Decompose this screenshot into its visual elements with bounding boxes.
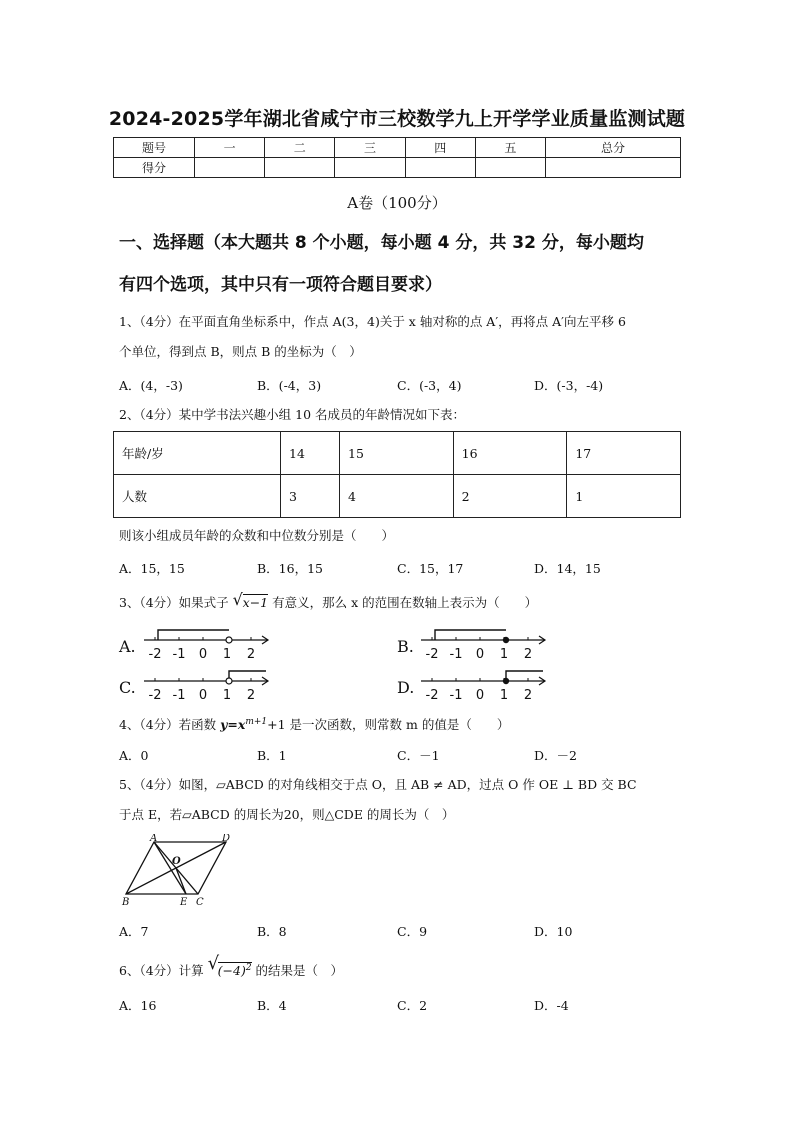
q6-prefix: 6、（4分）计算 — [119, 963, 204, 979]
q4-func: y=x — [220, 717, 246, 733]
age-cell: 年龄/岁 — [114, 432, 281, 475]
tick-label: -2 — [148, 688, 162, 703]
tick-label: -1 — [172, 688, 186, 703]
tick-label: 2 — [246, 688, 256, 703]
tick-label: 1 — [222, 688, 232, 703]
question-3 — [119, 588, 689, 618]
tick-label: 0 — [198, 688, 208, 703]
q5-option-a[interactable]: A．7 — [119, 924, 149, 939]
age-table-row — [114, 432, 681, 475]
q5-line2: 于点 E，若▱ABCD 的周长为20，则△CDE 的周长为（ ） — [119, 807, 455, 822]
question-4 — [119, 707, 689, 740]
q4-option-c[interactable]: C．－1 — [397, 748, 440, 763]
score-header-cell: 二 — [265, 138, 335, 158]
tick-label: 0 — [475, 688, 485, 703]
tick-label: -1 — [172, 647, 186, 662]
score-header-cell: 一 — [195, 138, 265, 158]
q4-suffix: +1 是一次函数，则常数 m 的值是（ ） — [267, 717, 510, 733]
q1-option-a[interactable]: A．(4，-3) — [119, 378, 183, 393]
score-header-cell: 五 — [475, 138, 545, 158]
score-cell[interactable] — [546, 158, 681, 178]
q5-option-b[interactable]: B．8 — [257, 924, 287, 939]
score-cell[interactable] — [335, 158, 405, 178]
q3-option-c-label[interactable]: C. — [119, 678, 136, 697]
score-cell[interactable] — [265, 158, 335, 178]
tick-label: 0 — [475, 647, 485, 662]
tick-label: -2 — [148, 647, 162, 662]
q2-option-b[interactable]: B．16，15 — [257, 561, 323, 576]
tick-label: 2 — [523, 647, 533, 662]
q4-option-a[interactable]: A．0 — [119, 748, 149, 763]
age-cell: 16 — [453, 432, 567, 475]
point-label-d: D — [222, 834, 231, 844]
score-row-label: 得分 — [114, 158, 195, 178]
q6-radicand: (−4) — [217, 963, 246, 979]
tick-label: 1 — [222, 647, 232, 662]
point-label-o: O — [172, 856, 181, 867]
point-label-b: B — [122, 897, 130, 908]
q1-line1: 1、（4分）在平面直角坐标系中，作点 A(3，4)关于 x 轴对称的点 A′，再将点 A′向左平移 6 — [119, 314, 626, 329]
tick-label: -1 — [449, 647, 463, 662]
tick-label: 0 — [198, 647, 208, 662]
q4-exponent: m+1 — [245, 717, 268, 727]
tick-label: -2 — [425, 647, 439, 662]
q4-option-d[interactable]: D．－2 — [534, 748, 577, 763]
tick-label: 1 — [499, 647, 509, 662]
q3-sqrt — [233, 588, 268, 618]
tick-label: 2 — [246, 647, 256, 662]
count-table-row — [114, 475, 681, 518]
q1-option-d[interactable]: D．(-3，-4) — [534, 378, 604, 393]
score-header-cell: 总分 — [546, 138, 681, 158]
q5-option-c[interactable]: C．9 — [397, 924, 428, 939]
score-table-row — [114, 158, 681, 178]
q2-after: 则该小组成员年龄的众数和中位数分别是（ ） — [119, 528, 395, 543]
sqrt-symbol-icon: √ — [207, 953, 220, 974]
q4-prefix: 4、（4分）若函数 — [119, 717, 221, 733]
parallelogram-figure — [118, 834, 248, 908]
tick-label: -2 — [425, 688, 439, 703]
q5-line1: 5、（4分）如图，▱ABCD 的对角线相交于点 O，且 AB ≠ AD，过点 O 作 OE ⊥ BD 交 BC — [119, 777, 637, 792]
count-cell: 1 — [567, 475, 681, 518]
q1-option-c[interactable]: C．(-3，4) — [397, 378, 462, 393]
q6-option-a[interactable]: A．16 — [119, 998, 157, 1013]
q6-exponent: 2 — [245, 963, 252, 973]
number-line-a[interactable] — [140, 626, 274, 662]
number-line-d[interactable] — [417, 667, 551, 703]
count-cell: 4 — [340, 475, 454, 518]
q4-option-b[interactable]: B．1 — [257, 748, 287, 763]
tick-label: -1 — [449, 688, 463, 703]
age-cell: 14 — [281, 432, 340, 475]
score-table — [113, 137, 681, 178]
q2-stem: 2、（4分）某中学书法兴趣小组 10 名成员的年龄情况如下表： — [119, 407, 466, 422]
q3-prefix: 3、（4分）如果式子 — [119, 595, 229, 610]
question-1 — [119, 307, 689, 367]
score-cell[interactable] — [475, 158, 545, 178]
score-header-cell: 三 — [335, 138, 405, 158]
q1-option-b[interactable]: B．(-4，3) — [257, 378, 322, 393]
q3-radicand: x−1 — [242, 595, 269, 610]
q3-option-a-label[interactable]: A. — [119, 637, 136, 656]
point-label-e: E — [180, 897, 188, 908]
score-header-cell: 题号 — [114, 138, 195, 158]
q3-option-d-label[interactable]: D. — [397, 678, 415, 697]
q2-option-c[interactable]: C．15，17 — [397, 561, 464, 576]
question-6 — [119, 953, 689, 986]
tick-label: 2 — [523, 688, 533, 703]
q6-sqrt — [208, 953, 252, 986]
q5-option-d[interactable]: D．10 — [534, 924, 573, 939]
age-table — [113, 431, 681, 518]
question-5 — [119, 770, 689, 830]
q6-option-d[interactable]: D．-4 — [534, 998, 569, 1013]
count-cell: 2 — [453, 475, 567, 518]
q1-line2: 个单位，得到点 B，则点 B 的坐标为（ ） — [119, 344, 362, 359]
section-a-title: A卷（100分） — [347, 194, 447, 212]
score-header-cell: 四 — [405, 138, 475, 158]
count-cell: 人数 — [114, 475, 281, 518]
q6-option-b[interactable]: B．4 — [257, 998, 287, 1013]
q2-option-d[interactable]: D．14，15 — [534, 561, 601, 576]
q2-option-a[interactable]: A．15，15 — [119, 561, 185, 576]
number-line-b[interactable] — [417, 626, 551, 662]
score-cell[interactable] — [195, 158, 265, 178]
point-label-c: C — [196, 897, 204, 908]
q3-option-b-label[interactable]: B. — [397, 637, 414, 656]
sqrt-symbol-icon: √ — [232, 590, 243, 609]
q6-suffix: 的结果是（ ） — [255, 963, 344, 979]
count-cell: 3 — [281, 475, 340, 518]
part1-heading-line2: 有四个选项，其中只有一项符合题目要求） — [119, 275, 442, 295]
point-label-a: A — [150, 834, 158, 844]
q6-option-c[interactable]: C．2 — [397, 998, 428, 1013]
score-table-header-row — [114, 138, 681, 158]
part1-heading — [119, 222, 694, 306]
part1-heading-line1: 一、选择题（本大题共 8 个小题，每小题 4 分，共 32 分，每小题均 — [119, 233, 644, 253]
age-cell: 15 — [340, 432, 454, 475]
number-line-c[interactable] — [140, 667, 274, 703]
score-cell[interactable] — [405, 158, 475, 178]
age-cell: 17 — [567, 432, 681, 475]
q3-suffix: 有意义，那么 x 的范围在数轴上表示为（ ） — [272, 595, 538, 610]
exam-title: 2024-2025学年湖北省咸宁市三校数学九上开学学业质量监测试题 — [108, 108, 686, 130]
tick-label: 1 — [499, 688, 509, 703]
